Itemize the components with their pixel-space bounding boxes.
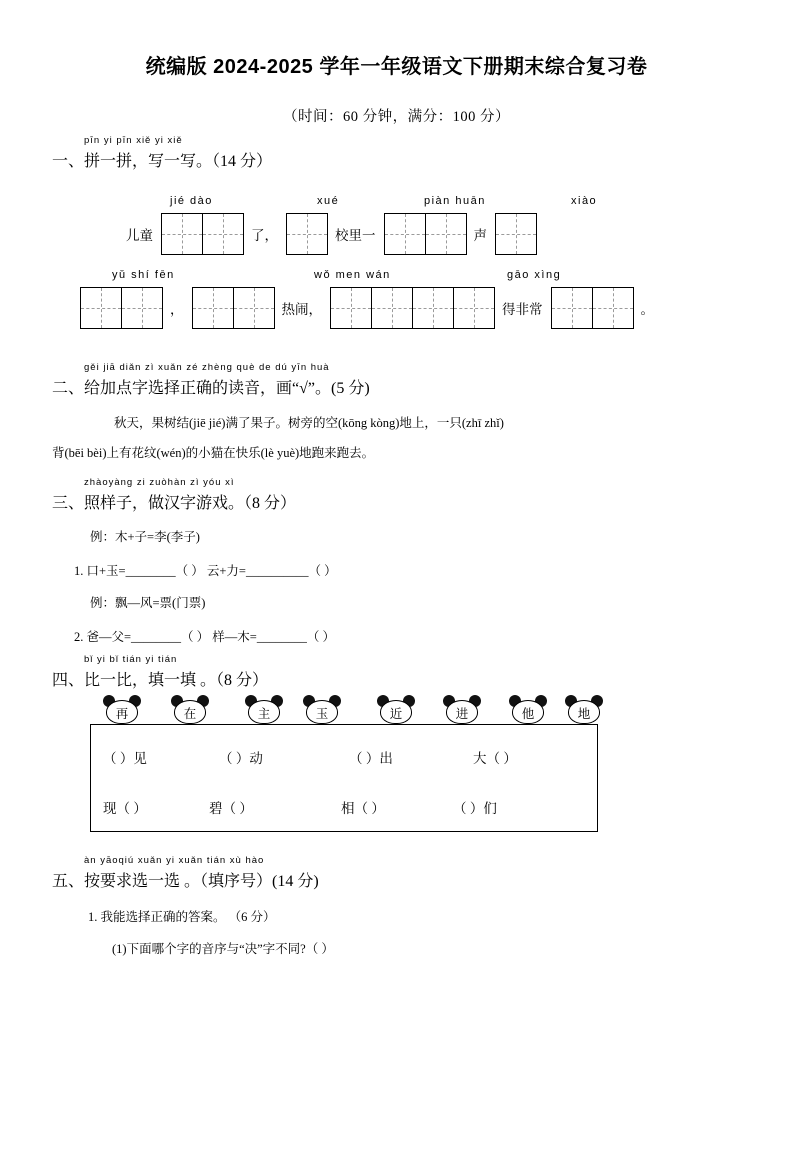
bear-char: 主: [257, 707, 271, 721]
exercise-five-question-one: 1. 我能选择正确的答案。 （6 分）: [88, 910, 276, 924]
exercise-five-body: [52, 907, 741, 957]
bear-icon-zhu: [244, 696, 284, 724]
bear-icon-ta: [508, 696, 548, 724]
section-four-heading: [52, 654, 741, 690]
row1-text-end: 声: [473, 228, 487, 243]
grid-cell[interactable]: [233, 287, 275, 329]
section-three-text: 照样子，做汉字游戏。（8 分）: [84, 495, 297, 512]
answer-grid-xiao[interactable]: [495, 213, 536, 255]
blank-dada[interactable]: 大（ ）: [473, 751, 517, 766]
row2-period: 。: [640, 302, 654, 317]
section-three-pinyin: zhàoyàng zi zuòhàn zì yóu xì: [84, 477, 235, 488]
exercise-three-item-one[interactable]: 1. 口+玉=________（ ） 云+力=__________（ ）: [74, 564, 337, 578]
answer-grid-womenwan[interactable]: [330, 287, 494, 329]
grid-cell[interactable]: [192, 287, 234, 329]
exercise-three-example-one: 例：木+子=李(李子): [90, 530, 200, 544]
answer-grid-yushi[interactable]: [80, 287, 162, 329]
bear-char: 进: [455, 707, 469, 721]
section-one: [52, 135, 741, 371]
row1-text-mid2: 校里一: [335, 228, 376, 243]
section-four-text: 比一比，填一填 。（8 分）: [84, 672, 269, 689]
answer-grid-xue[interactable]: [286, 213, 327, 255]
bear-char: 近: [389, 707, 403, 721]
section-four-number: 四、: [52, 672, 85, 689]
grid-cell[interactable]: [330, 287, 372, 329]
bear-icon-jin1: [376, 696, 416, 724]
row2-defeichang: 得非常: [502, 302, 543, 317]
bear-char: 地: [577, 707, 591, 721]
exercise-five-question-one-item-one[interactable]: (1)下面哪个字的音序与“决”字不同?（ ）: [112, 942, 334, 956]
pinyin-caption-jiedao: jié dào: [170, 195, 213, 207]
grid-cell[interactable]: [161, 213, 203, 255]
bear-char: 再: [115, 707, 129, 721]
blank-chuchu[interactable]: （ ）出: [349, 751, 393, 766]
answer-grid-fen[interactable]: [192, 287, 274, 329]
row1-text-before: 儿童: [126, 228, 153, 243]
bear-icon-di: [564, 696, 604, 724]
row2-comma: ，: [170, 302, 184, 317]
section-two-text: 给加点字选择正确的读音，画“√”。(5 分): [84, 380, 370, 397]
exercise-one-body: [52, 181, 741, 371]
section-five-heading: [52, 855, 741, 891]
bear-icon-jin2: [442, 696, 482, 724]
exam-subtitle: （时间：60 分钟，满分：100 分）: [283, 109, 510, 125]
section-one-pinyin: pīn yi pīn xiě yi xiě: [84, 135, 183, 146]
row2-renao: 热闹，: [281, 302, 322, 317]
section-three-number: 三、: [52, 495, 85, 512]
bear-char: 玉: [315, 707, 329, 721]
exercise-two-line-one: 秋天，果树结(jiē jié)满了果子。树旁的空(kōng kòng)地上，一只(zhī zhǐ): [114, 416, 504, 430]
exercise-three-item-two[interactable]: 2. 爸—父=________（ ） 样—木=________（ ）: [74, 630, 335, 644]
section-one-heading: [52, 135, 741, 171]
exercise-three-body: [52, 527, 741, 645]
blank-zaidong[interactable]: （ ）动: [219, 751, 263, 766]
section-four-pinyin: bǐ yi bǐ tián yi tián: [84, 654, 178, 665]
section-three: [52, 477, 741, 645]
answer-grid-pianhuan[interactable]: [384, 213, 466, 255]
grid-cell[interactable]: [384, 213, 426, 255]
bear-char: 在: [183, 707, 197, 721]
exercise-two-body: [52, 408, 741, 468]
pinyin-caption-womenwan: wǒ men wán: [314, 269, 391, 281]
section-five-pinyin: àn yāoqiú xuǎn yi xuǎn tián xù hào: [84, 855, 265, 866]
grid-cell[interactable]: [121, 287, 163, 329]
grid-cell[interactable]: [202, 213, 244, 255]
pinyin-caption-xiao: xiào: [571, 195, 598, 207]
section-two-heading: [52, 362, 741, 398]
bear-icon-zai2: [170, 696, 210, 724]
blank-xian[interactable]: 现（ ）: [103, 801, 147, 816]
grid-cell[interactable]: [80, 287, 122, 329]
blank-zaijian[interactable]: （ ）见: [103, 751, 147, 766]
blank-xiang[interactable]: 相（ ）: [341, 801, 385, 816]
exercise-four-body: [52, 696, 741, 846]
exercise-one-row-two: [80, 287, 658, 329]
section-five-number: 五、: [52, 873, 85, 890]
grid-cell[interactable]: [551, 287, 593, 329]
exercise-two-line-two: 背(bēi bèi)上有花纹(wén)的小猫在快乐(lè yuè)地跑来跑去。: [52, 446, 375, 460]
grid-cell[interactable]: [495, 213, 537, 255]
section-one-text: 拼一拼，写一写。（14 分）: [84, 153, 273, 170]
section-two: [52, 362, 741, 468]
section-two-number: 二、: [52, 380, 85, 397]
exercise-three-example-two: 例：飘—风=票(门票): [90, 596, 206, 610]
row1-text-mid1: 了，: [251, 228, 278, 243]
pinyin-caption-gaoxing: gāo xìng: [507, 269, 562, 281]
exam-paper-page: [0, 50, 793, 1171]
blank-bi[interactable]: 碧（ ）: [209, 801, 253, 816]
answer-grid-jiedao[interactable]: [161, 213, 243, 255]
section-one-number: 一、: [52, 153, 85, 170]
pinyin-caption-yushifen: yǔ shí fēn: [112, 269, 175, 281]
section-three-heading: [52, 477, 741, 513]
pinyin-caption-pianhuan: piàn huān: [424, 195, 486, 207]
section-five: [52, 855, 741, 957]
exercise-four-answer-box: [90, 724, 598, 832]
bear-char: 他: [521, 707, 535, 721]
grid-cell[interactable]: [371, 287, 413, 329]
pinyin-caption-xue: xué: [317, 195, 340, 207]
section-two-pinyin: gěi jiā diǎn zì xuǎn zé zhèng què de dú yīn huà: [84, 362, 330, 373]
grid-cell[interactable]: [592, 287, 634, 329]
page-title: 统编版 2024-2025 学年一年级语文下册期末综合复习卷: [145, 56, 648, 78]
answer-grid-gaoxing[interactable]: [551, 287, 633, 329]
blank-men[interactable]: （ ）们: [453, 801, 497, 816]
section-four: [52, 654, 741, 846]
section-five-text: 按要求选一选 。（填序号）(14 分): [84, 873, 319, 890]
exercise-one-row-one: [122, 213, 536, 255]
grid-cell[interactable]: [286, 213, 328, 255]
grid-cell[interactable]: [453, 287, 495, 329]
grid-cell[interactable]: [412, 287, 454, 329]
grid-cell[interactable]: [425, 213, 467, 255]
bear-icon-zai1: [102, 696, 142, 724]
bear-icon-yu: [302, 696, 342, 724]
